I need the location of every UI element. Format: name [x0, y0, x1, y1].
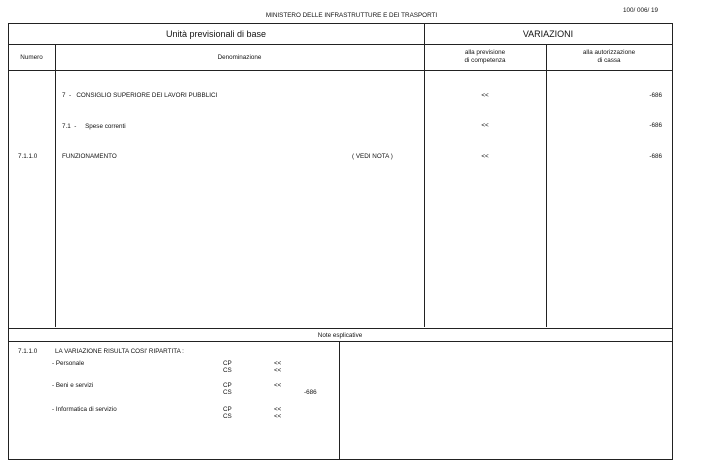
note-item-label: - Beni e servizi [52, 382, 94, 389]
note-item-cs: CS [223, 389, 232, 396]
numero-divider [55, 44, 56, 327]
notes-header: Note esplicative [317, 332, 363, 339]
row-numero: 7.1.1.0 [18, 153, 38, 160]
note-item-cp: CP [223, 406, 232, 413]
note-item-cp-value: << [274, 382, 282, 389]
note-item-label: - Personale [52, 360, 85, 367]
variazioni-divider [424, 23, 425, 327]
note-item-cs-amount: -686 [304, 389, 317, 396]
note-item-cp: CP [223, 360, 232, 367]
notes-intro: LA VARIAZIONE RISULTA COSI' RIPARTITA : [55, 348, 184, 355]
note-item-cs: CS [223, 367, 232, 374]
note-item-cp-value: << [274, 406, 282, 413]
col-header-autorizzazione: alla autorizzazione di cassa [582, 49, 636, 64]
table-columns-divider [8, 70, 672, 71]
note-item-cs-value: << [274, 367, 282, 374]
variazioni-header: VARIAZIONI [522, 29, 574, 39]
row-previsione: << [481, 92, 489, 99]
previsione-divider [546, 44, 547, 327]
row-cassa: -686 [649, 122, 662, 129]
main-table [8, 23, 673, 329]
row-denominazione: FUNZIONAMENTO [62, 153, 117, 160]
ministry-title: MINISTERO DELLE INFRASTRUTTURE E DEI TRASPORTI [265, 12, 438, 19]
row-denominazione: 7.1 - Spese correnti [62, 123, 126, 130]
page-reference: 100/ 006/ 19 [623, 7, 659, 14]
col-header-denominazione: Denominazione [217, 54, 262, 61]
note-item-cs-value: << [274, 413, 282, 420]
note-item-label: - Informatica di servizio [52, 406, 117, 413]
col-header-numero: Numero [20, 54, 43, 61]
notes-code: 7.1.1.0 [18, 348, 38, 355]
col-header-previsione: alla previsione di competenza [464, 49, 506, 64]
row-previsione: << [481, 153, 489, 160]
row-cassa: -686 [649, 153, 662, 160]
upb-header: Unità previsionali di base [165, 29, 267, 39]
note-item-cp-value: << [274, 360, 282, 367]
row-denominazione: 7 - CONSIGLIO SUPERIORE DEI LAVORI PUBBLICI [62, 92, 218, 99]
notes-header-divider [8, 341, 672, 342]
row-nota: ( VEDI NOTA ) [352, 153, 393, 160]
table-header-divider [8, 44, 672, 45]
row-cassa: -686 [649, 92, 662, 99]
row-previsione: << [481, 122, 489, 129]
notes-divider [339, 341, 340, 460]
note-item-cp: CP [223, 382, 232, 389]
notes-section [8, 327, 673, 460]
note-item-cs: CS [223, 413, 232, 420]
